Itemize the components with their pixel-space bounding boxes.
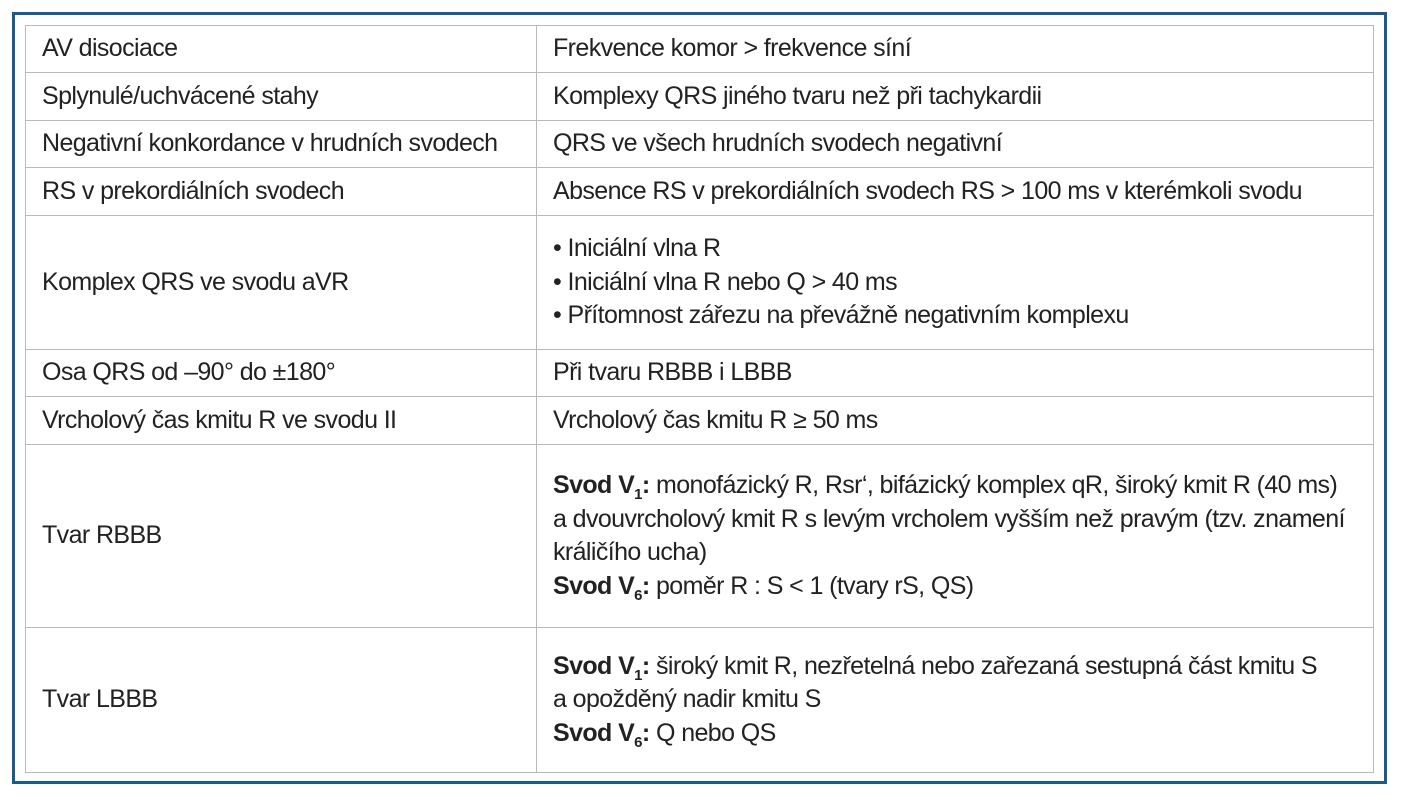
table-row	[26, 73, 1374, 120]
row-value: Komplexy QRS jiného tvaru než při tachykardii	[537, 73, 1374, 120]
row-value: Absence RS v prekordiálních svodech RS > 100 ms v kterémkoli svodu	[537, 168, 1374, 215]
bullet-item: • Přítomnost zářezu na převážně negativním komplexu	[553, 301, 1129, 330]
table-row	[26, 397, 1374, 444]
criteria-table	[25, 25, 1374, 773]
row-label: AV disociace	[26, 26, 537, 73]
row-label: Vrcholový čas kmitu R ve svodu II	[26, 397, 537, 444]
table-row	[26, 168, 1374, 215]
lead-v6-line: Svod $V_6$: Q nebo QS	[553, 718, 776, 751]
row-value: Vrcholový čas kmitu R ≥ 50 ms	[537, 397, 1374, 444]
lead-v1-line: králičího ucha)	[553, 538, 707, 566]
table-frame	[12, 12, 1387, 784]
table-row	[26, 349, 1374, 396]
row-value: QRS ve všech hrudních svodech negativní	[537, 120, 1374, 167]
row-value: Frekvence komor > frekvence síní	[537, 26, 1374, 73]
row-label: RS v prekordiálních svodech	[26, 168, 537, 215]
table-row	[26, 26, 1374, 73]
lead-v1-line: Svod $V_1$: široký kmit R, nezřetelná nebo zařezaná sestupná část kmitu S	[553, 651, 1317, 684]
row-label: Tvar LBBB	[26, 628, 537, 773]
row-value: Při tvaru RBBB i LBBB	[537, 349, 1374, 396]
row-value-bullets	[537, 215, 1374, 349]
lead-v1-line: a opožděný nadir kmitu S	[553, 685, 821, 714]
table-row	[26, 628, 1374, 773]
row-label: Komplex QRS ve svodu aVR	[26, 215, 537, 349]
bullet-item: • Iniciální vlna R	[553, 234, 721, 263]
row-label: Negativní konkordance v hrudních svodech	[26, 120, 537, 167]
row-value-leads	[537, 444, 1374, 628]
table-row	[26, 120, 1374, 167]
row-label: Osa QRS od –90° do ±180°	[26, 349, 537, 396]
table-row	[26, 215, 1374, 349]
table-row	[26, 444, 1374, 628]
lead-v6-label: Svod $V_6$:	[553, 571, 650, 604]
row-label: Tvar RBBB	[26, 444, 537, 628]
lead-v1-line: a dvouvrcholový kmit R s levým vrcholem vyšším než pravým (tzv. znamení	[553, 504, 1345, 533]
lead-v1-line: Svod $V_1$: monofázický R, Rsr‘, bifázický komplex qR, široký kmit R (40 ms)	[553, 471, 1338, 503]
lead-v6-line: Svod $V_6$: poměr R : S < 1 (tvary rS, QS)	[553, 571, 974, 604]
lead-v1-label: Svod $V_1$:	[553, 651, 650, 684]
bullet-item: • Iniciální vlna R nebo Q > 40 ms	[553, 267, 897, 296]
row-label: Splynulé/uchvácené stahy	[26, 73, 537, 120]
lead-v1-label: Svod $V_1$:	[553, 471, 650, 503]
row-value-leads	[537, 628, 1374, 773]
lead-v6-label: Svod $V_6$:	[553, 718, 650, 751]
